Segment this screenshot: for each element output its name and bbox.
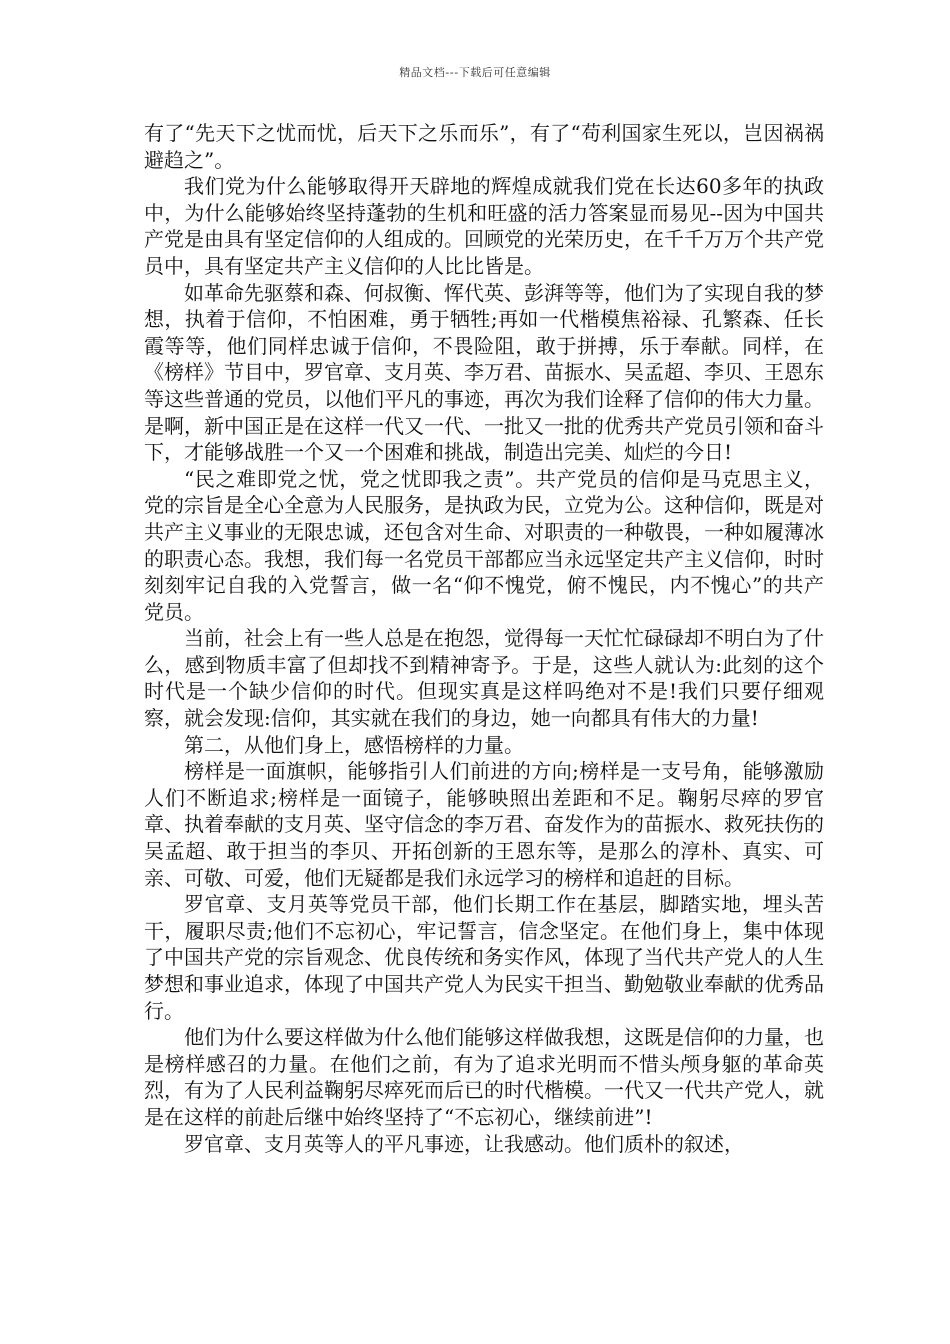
paragraph-6: 第二，从他们身上，感悟榜样的力量。 — [184, 732, 524, 757]
paragraph-5: 当前，社会上有一些人总是在抱怨，觉得每一天忙忙碌碌却不明白为了什么，感到物质丰富了但却找不到精神寄予。于是，这些人就认为:此刻的这个时代是一个缺少信仰的时代。但现实真是这样吗绝对不是!我们只要仔细观察，就会发现:信仰，其实就在我们的身边，她一向都具有伟大的力量! — [144, 626, 824, 731]
paragraph-7: 榜样是一面旗帜，能够指引人们前进的方向;榜样是一支号角，能够激励人们不断追求;榜样是一面镜子，能够映照出差距和不足。鞠躬尽瘁的罗官章、执着奉献的支月英、坚守信念的李万君、奋发作为的苗振水、救死扶伤的吴孟超、敢于担当的李贝、开拓创新的王恩东等，是那么的淳朴、真实、可亲、可敬、可爱，他们无疑都是我们永远学习的榜样和追赶的目标。 — [144, 759, 824, 890]
document-body — [144, 120, 824, 1157]
paragraph-2: 我们党为什么能够取得开天辟地的辉煌成就我们党在长达60多年的执政中，为什么能够始终坚持蓬勃的生机和旺盛的活力答案显而易见--因为中国共产党是由具有坚定信仰的人组成的。回顾党的光荣历史，在千千万万个共产党员中，具有坚定共产主义信仰的人比比皆是。 — [144, 174, 824, 278]
paragraph-9: 他们为什么要这样做为什么他们能够这样做我想，这既是信仰的力量，也是榜样感召的力量。在他们之前，有为了追求光明而不惜头颅身躯的革命英烈，有为了人民利益鞠躬尽瘁死而后已的时代楷模。一代又一代共产党人，就是在这样的前赴后继中始终坚持了“不忘初心，继续前进”! — [144, 1025, 824, 1129]
paragraph-8: 罗官章、支月英等党员干部，他们长期工作在基层，脚踏实地，埋头苦干，履职尽责;他们不忘初心，牢记誓言，信念坚定。在他们身上，集中体现了中国共产党的宗旨观念、优良传统和务实作风，体现了当代共产党人的人生梦想和事业追求，体现了中国共产党人为民实干担当、勤勉敬业奉献的优秀品行。 — [144, 892, 824, 1023]
paragraph-10: 罗官章、支月英等人的平凡事迹，让我感动。他们质朴的叙述， — [184, 1131, 744, 1156]
paragraph-3: 如革命先驱蔡和森、何叔衡、恽代英、彭湃等等，他们为了实现自我的梦想，执着于信仰，不怕困难，勇于牺牲;再如一代楷模焦裕禄、孔繁森、任长霞等等，他们同样忠诚于信仰，不畏险阻，敢于拼搏，乐于奉献。同样，在《榜样》节目中，罗官章、支月英、李万君、苗振水、吴孟超、李贝、王恩东等这些普通的党员，以他们平凡的事迹，再次为我们诠释了信仰的伟大力量。是啊，新中国正是在这样一代又一代、一批又一批的优秀共产党员引领和奋斗下，才能够战胜一个又一个困难和挑战，制造出完美、灿烂的今日! — [144, 280, 824, 465]
paragraph-4: “民之难即党之忧，党之忧即我之责”。共产党员的信仰是马克思主义，党的宗旨是全心全意为人民服务，是执政为民，立党为公。这种信仰，既是对共产主义事业的无限忠诚，还包含对生命、对职责的一种敬畏，一种如履薄冰的职责心态。我想，我们每一名党员干部都应当永远坚定共产主义信仰，时时刻刻牢记自我的入党誓言，做一名“仰不愧党，俯不愧民，内不愧心”的共产党员。 — [144, 466, 824, 624]
paragraph-1: 有了“先天下之忧而忧，后天下之乐而乐”，有了“苟利国家生死以，岂因祸祸避趋之”。 — [144, 121, 824, 172]
page-header: 精品文档---下载后可任意编辑 — [399, 66, 551, 79]
